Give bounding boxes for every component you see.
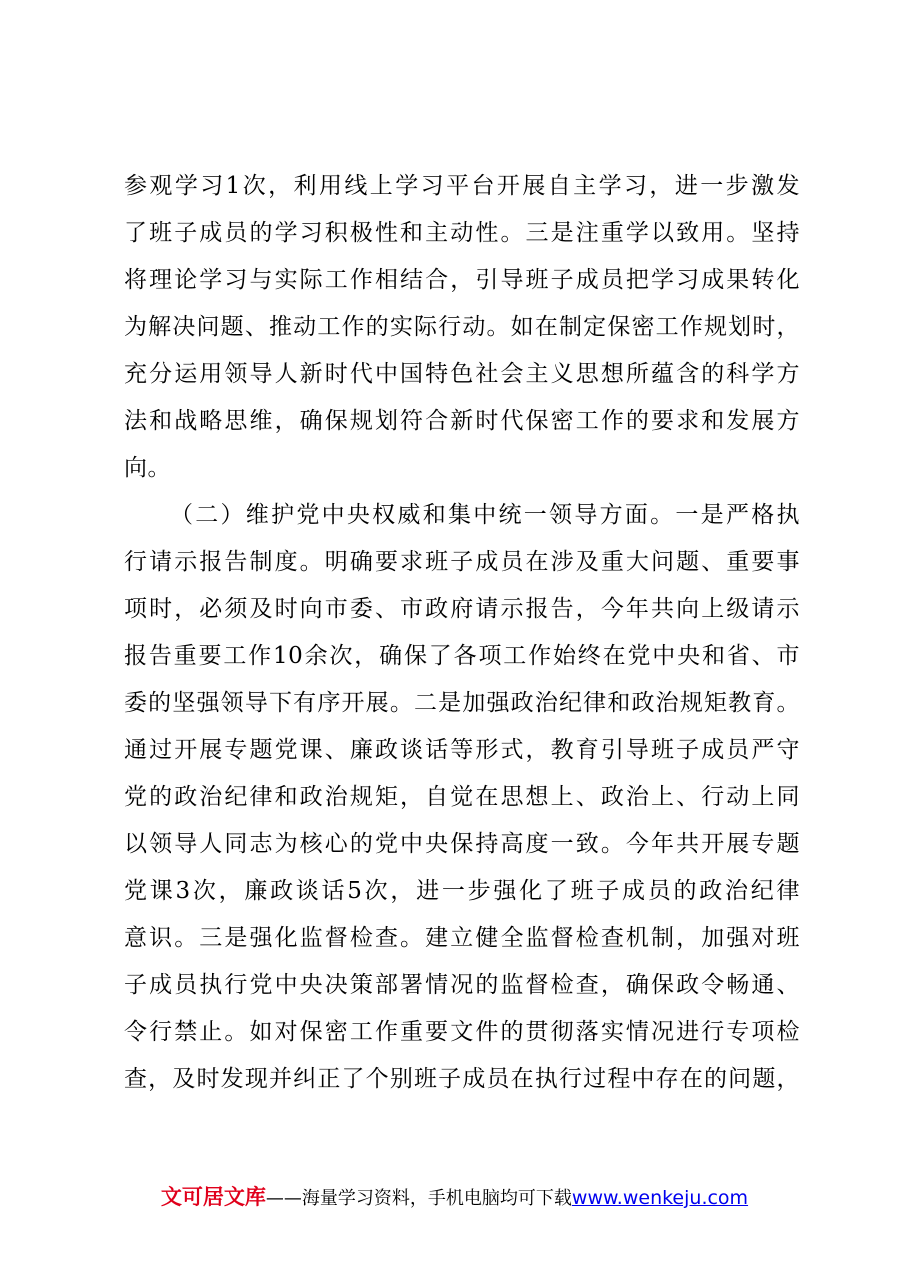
body-text <box>124 163 800 1150</box>
text-line <box>124 1103 800 1150</box>
text-line: 项时，必须及时向市委、市政府请示报告，今年共向上级请示 <box>124 596 800 622</box>
text-line: 查，及时发现并纠正了个别班子成员在执行过程中存在的问题， <box>124 1066 800 1092</box>
text-line: 委的坚强领导下有序开展。二是加强政治纪律和政治规矩教育。 <box>124 690 800 716</box>
text-line: 意识。三是强化监督检查。建立健全监督检查机制，加强对班 <box>124 925 800 951</box>
text-line: 党的政治纪律和政治规矩，自觉在思想上、政治上、行动上同 <box>124 784 800 810</box>
text-line: 向。 <box>124 455 171 481</box>
text-line: 以领导人同志为核心的党中央保持高度一致。今年共开展专题 <box>124 831 800 857</box>
footer-brand: 文可居文库 <box>160 1185 266 1209</box>
text-line: 子成员执行党中央决策部署情况的监督检查，确保政令畅通、 <box>124 972 800 998</box>
text-line: 党课3次，廉政谈话5次，进一步强化了班子成员的政治纪律 <box>124 878 800 904</box>
text-line: 行请示报告制度。明确要求班子成员在涉及重大问题、重要事 <box>124 549 800 575</box>
text-line: 参观学习1次，利用线上学习平台开展自主学习，进一步激发 <box>124 173 800 199</box>
text-line: 将理论学习与实际工作相结合，引导班子成员把学习成果转化 <box>124 267 800 293</box>
text-line: 令行禁止。如对保密工作重要文件的贯彻落实情况进行专项检 <box>124 1019 800 1045</box>
text-line: 报告重要工作10余次，确保了各项工作始终在党中央和省、市 <box>124 643 800 669</box>
footer-link[interactable]: www.wenkeju.com <box>571 1187 749 1209</box>
text-line: 法和战略思维，确保规划符合新时代保密工作的要求和发展方 <box>124 408 800 434</box>
section-heading-line: （二）维护党中央权威和集中统一领导方面。一是严格执 <box>170 502 800 528</box>
text-line: 充分运用领导人新时代中国特色社会主义思想所蕴含的科学方 <box>124 361 800 387</box>
text-line: 通过开展专题党课、廉政谈话等形式，教育引导班子成员严守 <box>124 737 800 763</box>
footer-slogan: ——海量学习资料，手机电脑均可下载 <box>265 1188 572 1209</box>
text-line: 了班子成员的学习积极性和主动性。三是注重学以致用。坚持 <box>124 220 800 246</box>
footer-banner <box>0 1181 909 1211</box>
text-line: 为解决问题、推动工作的实际行动。如在制定保密工作规划时， <box>124 314 800 340</box>
